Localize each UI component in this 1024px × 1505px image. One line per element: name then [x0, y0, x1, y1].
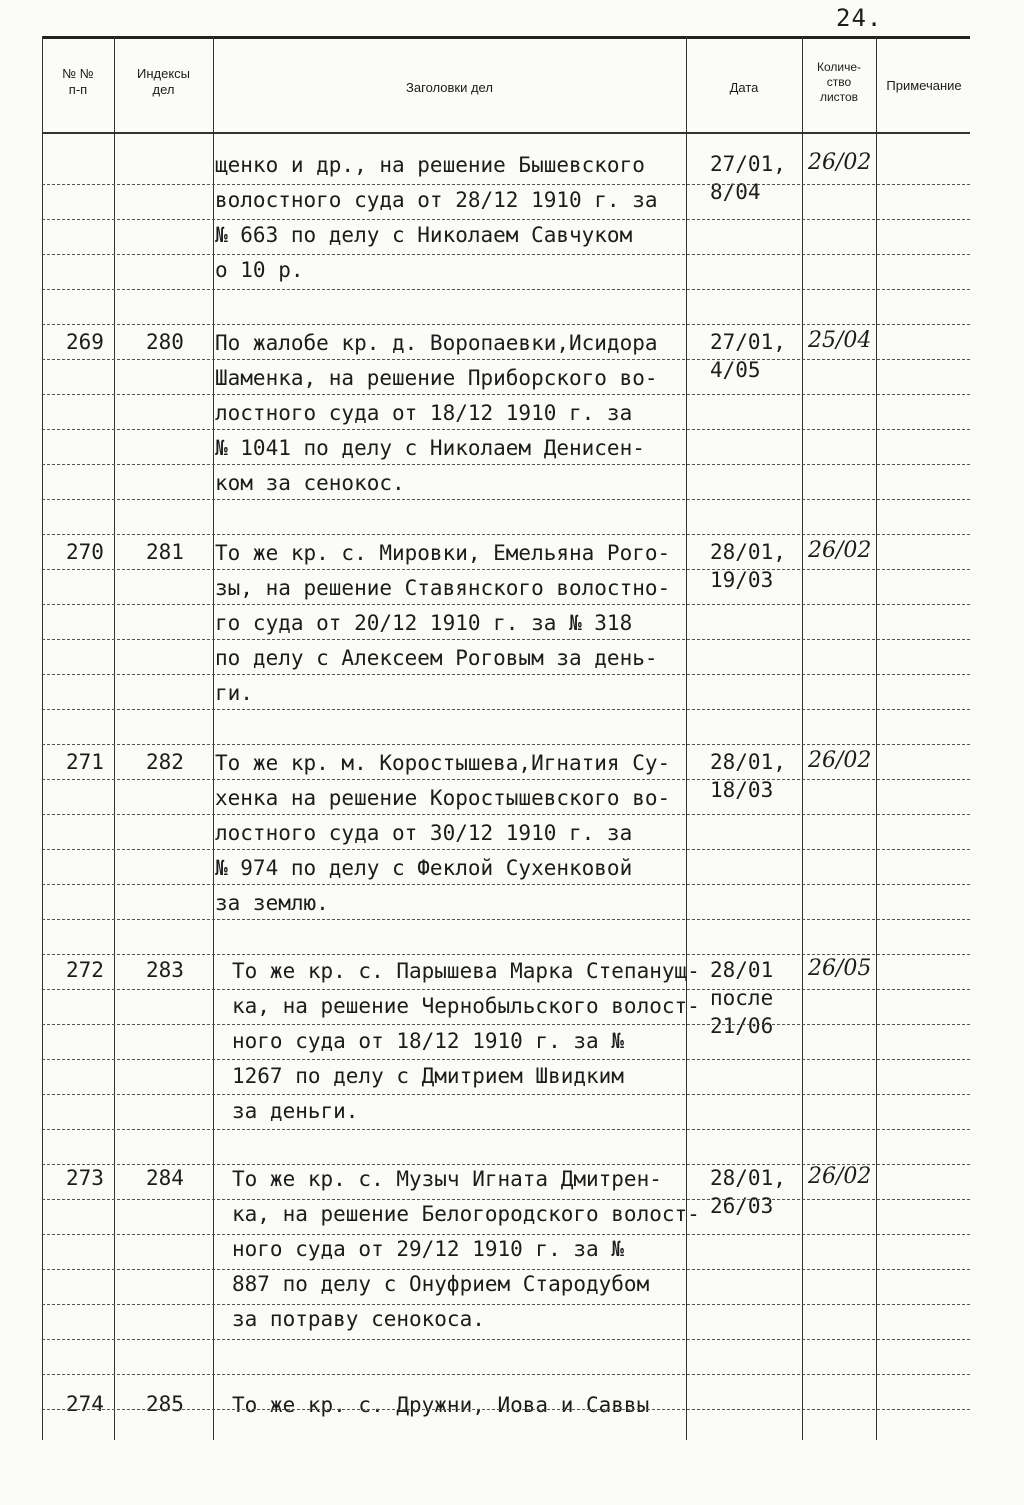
ruling-line — [42, 569, 970, 570]
ruling-line — [42, 324, 970, 325]
ruling-line — [42, 1269, 970, 1270]
ruling-line — [42, 1374, 970, 1375]
entry-date: 28/01, 19/03 — [710, 540, 786, 592]
entry-title: То же кр. с. Дружни, Иова и Саввы — [232, 1393, 650, 1417]
header-sheet-count: Количе- ство листов — [816, 60, 862, 104]
header-index: Индексы дел — [136, 66, 190, 97]
column-line — [802, 36, 803, 1440]
ruling-line — [42, 1199, 970, 1200]
ruling-line — [42, 954, 970, 955]
ruling-line — [42, 1304, 970, 1305]
ruling-line — [42, 884, 970, 885]
header-number: № № п-п — [62, 66, 94, 97]
ruling-line — [42, 534, 970, 535]
ruling-line — [42, 394, 970, 395]
ruling-line — [42, 744, 970, 745]
ruling-line — [42, 1339, 970, 1340]
ruling-line — [42, 639, 970, 640]
entry-sheet-note: 26/05 — [808, 956, 872, 981]
ruling-line — [42, 464, 970, 465]
header-title: Заголовки дел — [406, 80, 493, 95]
ruling-line — [42, 429, 970, 430]
ruling-line — [42, 919, 970, 920]
ruling-line — [42, 219, 970, 220]
header-remark: Примечание — [886, 78, 962, 93]
ruling-line — [42, 1094, 970, 1095]
ruling-line — [42, 709, 970, 710]
ruling-line — [42, 184, 970, 185]
entry-date: 28/01, 18/03 — [710, 750, 786, 802]
ruling-line — [42, 1409, 970, 1410]
entry-title: щенко и др., на решение Бышевского волостного суда от 28/12 1910 г. за № 663 по делу с Николаем Савчуком о 10 р. — [215, 153, 658, 282]
ruling-line — [42, 814, 970, 815]
entry-date: 28/01, 26/03 — [710, 1166, 786, 1218]
entry-index: 281 — [146, 540, 184, 564]
entry-title: То же кр. с. Парышева Марка Степанущ- ка, на решение Чернобыльского волост- ного суда от 18/12 1910 г. за № 1267 по делу с Дмитрием Швидким за деньги. — [232, 959, 700, 1123]
entry-index: 283 — [146, 958, 184, 982]
column-line — [42, 36, 43, 1440]
ruling-line — [42, 989, 970, 990]
ruling-line — [42, 289, 970, 290]
entry-title: То же кр. с. Мировки, Емельяна Рого- зы, на решение Ставянского волостно- го суда от 20/12 1910 г. за № 318 по делу с Алексеем Роговым за день- ги. — [215, 541, 671, 705]
entry-date: 27/01, 4/05 — [710, 330, 786, 382]
ruling-line — [42, 499, 970, 500]
entry-number: 271 — [66, 750, 104, 774]
header-date: Дата — [729, 80, 759, 95]
entry-sheet-note: 26/02 — [808, 150, 872, 175]
ruling-line — [42, 254, 970, 255]
ruling-line — [42, 1059, 970, 1060]
entry-number: 273 — [66, 1166, 104, 1190]
entry-number: 274 — [66, 1392, 104, 1416]
ruling-line — [42, 1129, 970, 1130]
page-number: 24. — [836, 4, 883, 32]
entry-date: 28/01 после 21/06 — [710, 958, 774, 1038]
ruling-line — [42, 1234, 970, 1235]
column-line — [876, 36, 877, 1440]
entry-index: 282 — [146, 750, 184, 774]
column-line — [114, 36, 115, 1440]
column-line — [213, 36, 214, 1440]
entry-number: 270 — [66, 540, 104, 564]
entry-date: 27/01, 8/04 — [710, 152, 786, 204]
entry-index: 284 — [146, 1166, 184, 1190]
entry-sheet-note: 26/02 — [808, 748, 872, 773]
ruling-line — [42, 604, 970, 605]
table-top-rule — [42, 36, 970, 39]
ruling-line — [42, 674, 970, 675]
entry-sheet-note: 25/04 — [808, 328, 872, 353]
table-header-rule — [42, 132, 970, 134]
entry-title: По жалобе кр. д. Воропаевки,Исидора Шаменка, на решение Приборского во- лостного суда от 18/12 1910 г. за № 1041 по делу с Николаем Денисен- ком за сенокос. — [215, 331, 658, 495]
entry-title: То же кр. м. Коростышева,Игнатия Су- хенка на решение Коростышевского во- лостного суда от 30/12 1910 г. за № 974 по делу с Феклой Сухенковой за землю. — [215, 751, 671, 915]
ruling-line — [42, 849, 970, 850]
entry-number: 272 — [66, 958, 104, 982]
ruling-line — [42, 1164, 970, 1165]
entry-sheet-note: 26/02 — [808, 1164, 872, 1189]
entry-title: То же кр. с. Музыч Игната Дмитрен- ка, на решение Белогородского волост- ного суда от 29/12 1910 г. за № 887 по делу с Онуфрием Стародубом за потраву сенокоса. — [232, 1167, 700, 1331]
entry-index: 280 — [146, 330, 184, 354]
entry-sheet-note: 26/02 — [808, 538, 872, 563]
ruling-line — [42, 1024, 970, 1025]
ruling-line — [42, 779, 970, 780]
entry-index: 285 — [146, 1392, 184, 1416]
entry-number: 269 — [66, 330, 104, 354]
ruling-line — [42, 359, 970, 360]
